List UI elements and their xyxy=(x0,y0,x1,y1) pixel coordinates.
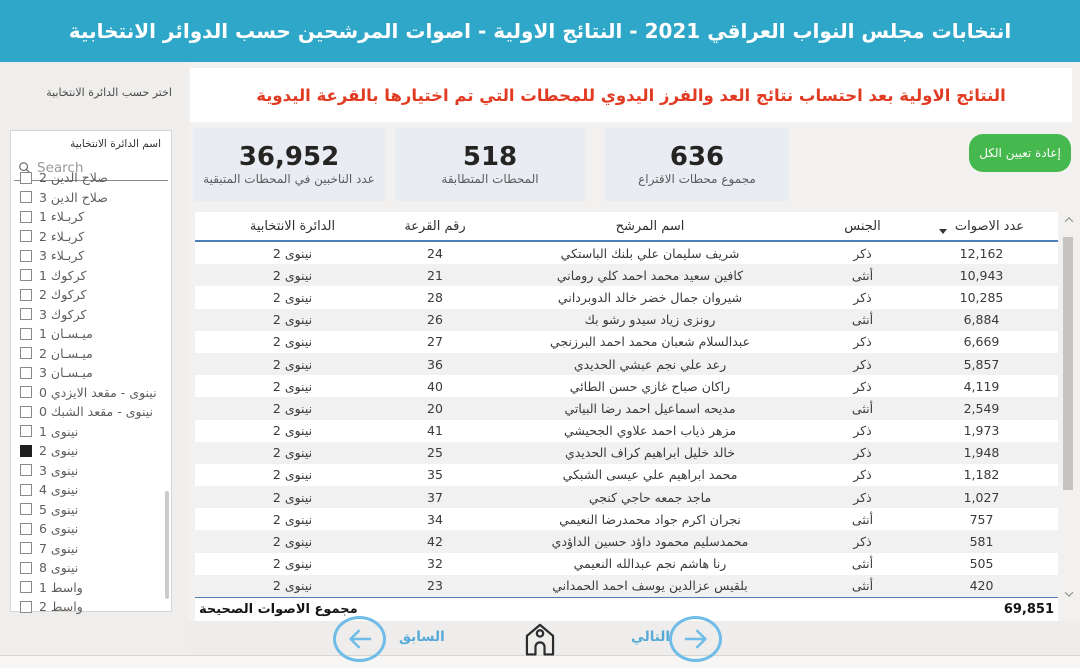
district-checkbox[interactable] xyxy=(20,386,32,398)
cell-district: نينوى 2 xyxy=(272,378,313,394)
district-option[interactable] xyxy=(20,266,171,286)
cell-candidate-name: رعد علي نجم عبشي الحديدي xyxy=(573,356,727,372)
total-votes-label: مجموع الاصوات الصحيحة xyxy=(199,602,358,617)
column-header-votes[interactable] xyxy=(905,219,1058,234)
cell-candidate-name: عبدالسلام شعبان محمد احمد البرزنجي xyxy=(549,334,751,350)
cell-district: نينوى 2 xyxy=(272,334,313,350)
cell-district: نينوى 2 xyxy=(272,289,313,305)
district-option[interactable] xyxy=(20,500,171,520)
district-option-label: نينوى - مقعد الشبك 0 xyxy=(39,404,153,420)
district-option-label: كركوك 3 xyxy=(39,306,87,322)
cell-votes: 1,182 xyxy=(963,467,1000,483)
district-option-label: كركوك 1 xyxy=(39,267,87,283)
cell-votes: 420 xyxy=(969,578,994,594)
district-checkbox[interactable] xyxy=(20,581,32,593)
district-option-label: صلاح الدين 2 xyxy=(39,170,108,186)
column-header-district[interactable]: الدائرة الانتخابية xyxy=(249,218,336,234)
cell-gender: ذكر xyxy=(853,289,872,305)
district-option[interactable] xyxy=(20,227,171,247)
cell-gender: أنثى xyxy=(851,511,874,527)
arrow-right-icon xyxy=(679,624,713,654)
column-header-votes-label: عدد الاصوات xyxy=(954,218,1025,234)
cell-candidate-name: محمد ابراهيم علي عيسى الشبكي xyxy=(562,467,738,483)
table-row[interactable] xyxy=(195,508,1058,530)
table-header-row xyxy=(195,212,1058,242)
stat-value-remaining-voters: 36,952 xyxy=(238,141,340,172)
cell-district: نينوى 2 xyxy=(272,445,313,461)
cell-lottery-number: 42 xyxy=(427,534,443,550)
cell-votes: 10,285 xyxy=(959,289,1004,305)
district-list xyxy=(11,168,171,615)
cell-lottery-number: 24 xyxy=(427,245,443,261)
district-option[interactable] xyxy=(20,344,171,364)
cell-gender: أنثى xyxy=(851,312,874,328)
cell-candidate-name: رنا هاشم نجم عبدالله النعيمي xyxy=(573,556,727,572)
stat-value-total-stations: 636 xyxy=(669,141,725,172)
cell-district: نينوى 2 xyxy=(272,267,313,283)
table-row[interactable] xyxy=(195,486,1058,508)
district-checkbox[interactable] xyxy=(20,308,32,320)
district-checkbox[interactable] xyxy=(20,269,32,281)
table-row[interactable] xyxy=(195,397,1058,419)
cell-district: نينوى 2 xyxy=(272,556,313,572)
cell-lottery-number: 26 xyxy=(427,312,443,328)
previous-page-button[interactable] xyxy=(333,616,386,662)
district-checkbox[interactable] xyxy=(20,445,32,457)
district-option-label: نينوى 7 xyxy=(39,540,79,556)
district-checkbox[interactable] xyxy=(20,211,32,223)
district-checkbox[interactable] xyxy=(20,191,32,203)
district-option-label: نينوى 2 xyxy=(39,443,79,459)
chevron-down-icon xyxy=(1064,588,1072,596)
table-row[interactable] xyxy=(195,264,1058,286)
stat-label-matched-stations: المحطات المتطابقة xyxy=(441,172,539,187)
district-option-label: واسط 1 xyxy=(39,579,83,595)
cell-candidate-name: شريف سليمان علي بلنك الباستكي xyxy=(560,245,740,261)
arrow-left-icon xyxy=(343,624,377,654)
cell-district: نينوى 2 xyxy=(272,467,313,483)
cell-candidate-name: شيروان جمال خضر خالد الدوبرداني xyxy=(557,289,743,305)
table-row[interactable] xyxy=(195,575,1058,597)
cell-votes: 1,973 xyxy=(963,423,1000,439)
district-option-label: نينوى 6 xyxy=(39,521,79,537)
cell-district: نينوى 2 xyxy=(272,312,313,328)
reset-all-button[interactable]: إعادة تعيين الكل xyxy=(969,134,1071,172)
cell-district: نينوى 2 xyxy=(272,578,313,594)
stat-card-remaining-voters xyxy=(193,128,385,201)
cell-gender: ذكر xyxy=(853,245,872,261)
district-option[interactable] xyxy=(20,539,171,559)
cell-gender: ذكر xyxy=(853,334,872,350)
table-scrollbar-thumb[interactable] xyxy=(1063,237,1073,490)
district-checkbox[interactable] xyxy=(20,328,32,340)
district-option-label: ميـسـان 3 xyxy=(39,365,93,381)
district-option-label: ميـسـان 1 xyxy=(39,326,93,342)
table-body xyxy=(195,242,1058,597)
cell-votes: 2,549 xyxy=(963,400,1000,416)
next-page-label[interactable]: التالي xyxy=(631,629,671,645)
district-option-label: كربـلاء 2 xyxy=(39,228,85,244)
cell-lottery-number: 35 xyxy=(427,467,443,483)
cell-lottery-number: 20 xyxy=(427,400,443,416)
cell-lottery-number: 34 xyxy=(427,511,443,527)
cell-gender: ذكر xyxy=(853,423,872,439)
district-option[interactable] xyxy=(20,363,171,383)
cell-district: نينوى 2 xyxy=(272,245,313,261)
stat-label-remaining-voters: عدد الناخبين في المحطات المتبقية xyxy=(203,172,375,187)
slicer-scrollbar-thumb[interactable] xyxy=(165,491,169,599)
district-option-label: واسط 2 xyxy=(39,599,83,615)
district-option[interactable] xyxy=(20,461,171,481)
district-option-label: نينوى 3 xyxy=(39,462,79,478)
stat-card-matched-stations xyxy=(395,128,585,201)
results-table xyxy=(195,212,1058,621)
district-checkbox[interactable] xyxy=(20,289,32,301)
district-option[interactable] xyxy=(20,422,171,442)
cell-votes: 6,884 xyxy=(963,312,1000,328)
slicer-field-header: اسم الدائرة الانتخابية xyxy=(70,138,161,150)
cell-gender: ذكر xyxy=(853,534,872,550)
sidebar-title: اختر حسب الدائرة الانتخابية xyxy=(46,86,172,99)
table-row[interactable] xyxy=(195,309,1058,331)
cell-lottery-number: 41 xyxy=(427,423,443,439)
district-option-label: صلاح الدين 3 xyxy=(39,189,108,205)
app-title-bar xyxy=(0,0,1080,62)
cell-candidate-name: مزهر ذياب احمد علاوي الجحيشي xyxy=(563,423,737,439)
district-checkbox[interactable] xyxy=(20,542,32,554)
district-checkbox[interactable] xyxy=(20,347,32,359)
district-checkbox[interactable] xyxy=(20,523,32,535)
cell-candidate-name: محمدسليم محمود داؤد حسين الداؤدي xyxy=(551,534,749,550)
district-option[interactable] xyxy=(20,305,171,325)
district-option[interactable] xyxy=(20,441,171,461)
table-row[interactable] xyxy=(195,331,1058,353)
cell-lottery-number: 37 xyxy=(427,489,443,505)
table-row[interactable] xyxy=(195,530,1058,552)
district-checkbox[interactable] xyxy=(20,406,32,418)
cell-lottery-number: 32 xyxy=(427,556,443,572)
cell-gender: ذكر xyxy=(853,356,872,372)
cell-lottery-number: 27 xyxy=(427,334,443,350)
cell-gender: أنثى xyxy=(851,578,874,594)
district-option-label: نينوى 1 xyxy=(39,423,79,439)
cell-candidate-name: كافين سعيد محمد احمد كلي روماني xyxy=(556,267,744,283)
filter-sidebar xyxy=(0,62,188,655)
cell-candidate-name: خالد خليل ابراهيم كراف الحديدي xyxy=(565,445,735,461)
table-row[interactable] xyxy=(195,375,1058,397)
district-option[interactable] xyxy=(20,207,171,227)
cell-gender: ذكر xyxy=(853,445,872,461)
total-votes-value: 69,851 xyxy=(1003,602,1054,617)
table-scroll-up-button[interactable] xyxy=(1062,214,1075,226)
cell-votes: 12,162 xyxy=(959,245,1004,261)
table-row[interactable] xyxy=(195,242,1058,264)
table-row[interactable] xyxy=(195,464,1058,486)
district-option[interactable] xyxy=(20,383,171,403)
district-checkbox[interactable] xyxy=(20,230,32,242)
cell-lottery-number: 40 xyxy=(427,378,443,394)
previous-page-label[interactable]: السابق xyxy=(399,629,445,645)
column-header-name[interactable]: اسم المرشح xyxy=(615,218,685,234)
cell-district: نينوى 2 xyxy=(272,534,313,550)
district-option[interactable] xyxy=(20,480,171,500)
cell-votes: 505 xyxy=(969,556,994,572)
district-option[interactable] xyxy=(20,597,171,617)
cell-district: نينوى 2 xyxy=(272,423,313,439)
district-option[interactable] xyxy=(20,246,171,266)
district-checkbox[interactable] xyxy=(20,172,32,184)
cell-votes: 757 xyxy=(969,511,994,527)
cell-lottery-number: 25 xyxy=(427,445,443,461)
sort-descending-icon xyxy=(939,229,947,234)
chevron-up-icon xyxy=(1064,217,1072,225)
cell-votes: 581 xyxy=(969,534,994,550)
cell-lottery-number: 36 xyxy=(427,356,443,372)
district-checkbox[interactable] xyxy=(20,464,32,476)
stat-label-total-stations: مجموع محطات الاقتراع xyxy=(638,172,756,187)
subtitle-card xyxy=(190,68,1072,122)
district-slicer xyxy=(10,130,172,615)
app-title: انتخابات مجلس النواب العراقي 2021 - النتائج الاولية - اصوات المرشحين حسب الدوائر الانتخابية xyxy=(68,19,1012,43)
cell-candidate-name: راكان صباح غازي حسن الطائي xyxy=(569,378,731,394)
table-scroll-down-button[interactable] xyxy=(1062,588,1075,600)
district-option-label: نينوى 8 xyxy=(39,560,79,576)
cell-gender: أنثى xyxy=(851,400,874,416)
cell-candidate-name: مديحه اسماعيل احمد رضا البياتي xyxy=(564,400,736,416)
cell-gender: أنثى xyxy=(851,267,874,283)
cell-district: نينوى 2 xyxy=(272,511,313,527)
stat-value-matched-stations: 518 xyxy=(462,141,518,172)
district-option-label: كركوك 2 xyxy=(39,287,87,303)
cell-lottery-number: 28 xyxy=(427,289,443,305)
stat-card-total-stations xyxy=(605,128,789,201)
cell-gender: ذكر xyxy=(853,489,872,505)
cell-votes: 1,027 xyxy=(963,489,1000,505)
district-option-label: نينوى - مقعد الايزدي 0 xyxy=(39,384,157,400)
column-header-lottery[interactable]: رقم القرعة xyxy=(404,218,466,234)
cell-candidate-name: بلقيس عزالدين يوسف احمد الحمداني xyxy=(552,578,748,594)
table-row[interactable] xyxy=(195,420,1058,442)
district-checkbox[interactable] xyxy=(20,250,32,262)
next-page-button[interactable] xyxy=(669,616,722,662)
district-option[interactable] xyxy=(20,402,171,422)
table-row[interactable] xyxy=(195,286,1058,308)
table-total-row xyxy=(195,597,1058,621)
district-option[interactable] xyxy=(20,324,171,344)
district-option[interactable] xyxy=(20,578,171,598)
home-icon xyxy=(518,618,562,662)
district-checkbox[interactable] xyxy=(20,425,32,437)
cell-votes: 1,948 xyxy=(963,445,1000,461)
district-option-label: نينوى 4 xyxy=(39,482,79,498)
cell-gender: أنثى xyxy=(851,556,874,572)
cell-candidate-name: رونزى زياد سيدو رشو بك xyxy=(584,312,716,328)
district-option-label: ميـسـان 2 xyxy=(39,345,93,361)
cell-votes: 6,669 xyxy=(963,334,1000,350)
district-option[interactable] xyxy=(20,285,171,305)
district-checkbox[interactable] xyxy=(20,601,32,613)
cell-gender: ذكر xyxy=(853,467,872,483)
district-option-label: نينوى 5 xyxy=(39,501,79,517)
cell-votes: 10,943 xyxy=(959,267,1004,283)
cell-candidate-name: ماجد جمعه حاجي كنجي xyxy=(588,489,712,505)
home-button[interactable] xyxy=(517,617,563,663)
district-option[interactable] xyxy=(20,188,171,208)
cell-gender: ذكر xyxy=(853,378,872,394)
cell-candidate-name: نجران اكرم جواد محمدرضا النعيمي xyxy=(559,511,741,527)
subtitle-text: النتائج الاولية بعد احتساب نتائج العد والفرز اليدوي للمحطات التي تم اختيارها بالقرعة اليدوية xyxy=(256,85,1006,105)
cell-district: نينوى 2 xyxy=(272,489,313,505)
table-row[interactable] xyxy=(195,353,1058,375)
district-option[interactable] xyxy=(20,168,171,188)
cell-votes: 5,857 xyxy=(963,356,1000,372)
column-header-gender[interactable]: الجنس xyxy=(844,218,881,234)
district-checkbox[interactable] xyxy=(20,562,32,574)
district-option-label: كربـلاء 3 xyxy=(39,248,85,264)
district-option[interactable] xyxy=(20,519,171,539)
cell-lottery-number: 23 xyxy=(427,578,443,594)
cell-lottery-number: 21 xyxy=(427,267,443,283)
district-checkbox[interactable] xyxy=(20,484,32,496)
district-option[interactable] xyxy=(20,558,171,578)
cell-district: نينوى 2 xyxy=(272,356,313,372)
table-row[interactable] xyxy=(195,553,1058,575)
district-checkbox[interactable] xyxy=(20,503,32,515)
table-row[interactable] xyxy=(195,442,1058,464)
cell-votes: 4,119 xyxy=(963,378,1000,394)
district-option-label: كربـلاء 1 xyxy=(39,209,85,225)
cell-district: نينوى 2 xyxy=(272,400,313,416)
district-checkbox[interactable] xyxy=(20,367,32,379)
